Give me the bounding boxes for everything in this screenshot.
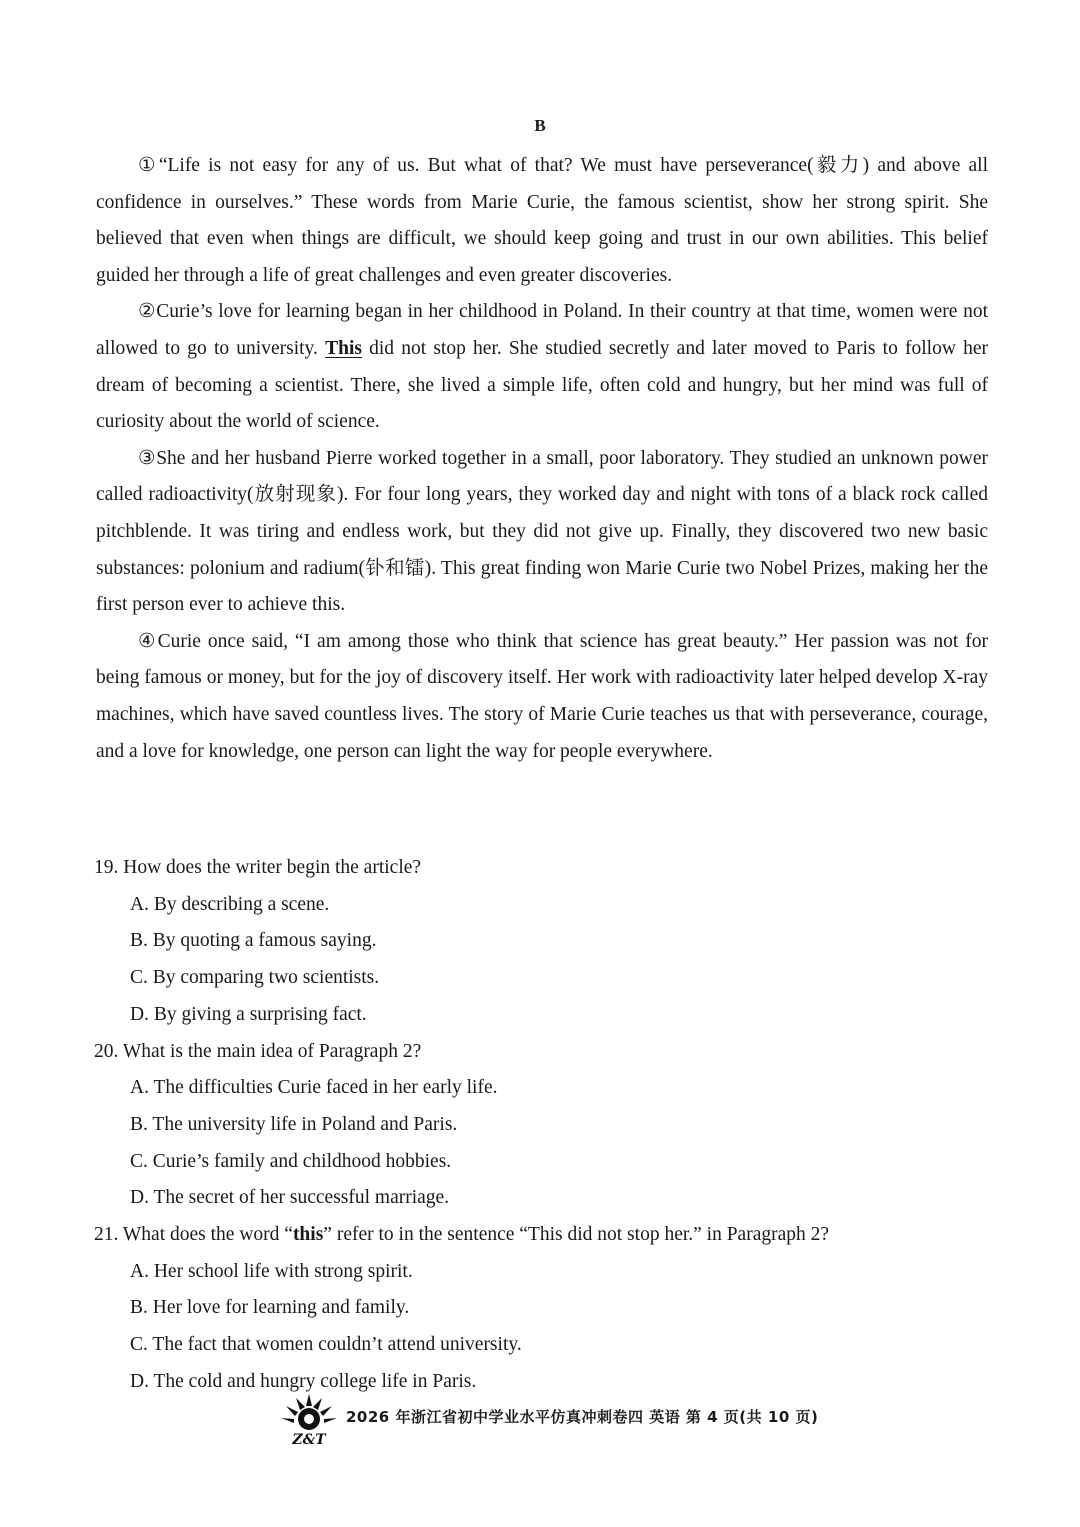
logo-text: Z&T	[292, 1432, 326, 1448]
option-c: C. By comparing two scientists.	[130, 967, 380, 989]
option-d: D. The cold and hungry college life in Paris.	[130, 1370, 477, 1392]
publisher-logo-icon	[278, 1392, 340, 1448]
option-a: A. The difficulties Curie faced in her early life.	[130, 1077, 498, 1099]
section-title: B	[534, 116, 546, 135]
reading-passage	[96, 148, 988, 770]
option-c: C. The fact that women couldn’t attend university.	[130, 1334, 522, 1356]
option-b: B. Her love for learning and family.	[130, 1297, 410, 1319]
question-20	[94, 1034, 988, 1218]
question-stem: 21. What does the word “this” refer to in the sentence “This did not stop her.” in Paragraph 2?	[94, 1224, 830, 1246]
option-d: D. The secret of her successful marriage.	[130, 1187, 450, 1209]
highlighted-word-this: This	[325, 337, 362, 359]
option-a: A. By describing a scene.	[130, 893, 330, 915]
bold-word-this: this	[292, 1224, 324, 1246]
question-21	[94, 1217, 988, 1401]
paragraph-1: ①“Life is not easy for any of us. But what of that? We must have perseverance(毅力) and above all confidence in ourselves.” These words from Marie Curie, the famous scientist, show her strong spirit. She believed that even when things are difficult, we should keep going and trust in our own abilities. This belief guided her through a life of great challenges and even greater discoveries.	[96, 155, 988, 286]
question-stem: 20. What is the main idea of Paragraph 2?	[94, 1040, 422, 1062]
option-a: A. Her school life with strong spirit.	[130, 1260, 413, 1282]
option-c: C. Curie’s family and childhood hobbies.	[130, 1150, 452, 1172]
option-d: D. By giving a surprising fact.	[130, 1003, 367, 1025]
paragraph-4: ④Curie once said, “I am among those who think that science has great beauty.” Her passion was not for being famous or money, but for the joy of discovery itself. Her work with radioactivity later helped develop X-ray machines, which have saved countless lives. The story of Marie Curie teaches us that with perseverance, courage, and a love for knowledge, one person can light the way for people everywhere.	[96, 630, 988, 762]
footer-page-info: 2026 年浙江省初中学业水平仿真冲刺卷四 英语 第 4 页(共 10 页)	[346, 1407, 819, 1426]
question-19	[94, 850, 988, 1034]
paragraph-3: ③She and her husband Pierre worked together in a small, poor laboratory. They studied an unknown power called radioactivity(放射现象). For four long years, they worked day and night with tons of a black rock called pitchblende. It was tiring and endless work, but they did not give up. Finally, they discovered two new basic substances: polonium and radium(钋和镭). This great finding won Marie Curie two Nobel Prizes, making her the first person ever to achieve this.	[96, 447, 988, 616]
question-list	[94, 850, 988, 1401]
paragraph-2: ②Curie’s love for learning began in her childhood in Poland. In their country at that time, women were not allowed to go to university. This did not stop her. She studied secretly and later moved to Paris to follow her dream of becoming a scientist. There, she lived a simple life, often cold and hungry, but her mind was full of curiosity about the world of science.	[96, 301, 988, 433]
page-footer	[278, 1392, 818, 1448]
question-stem: 19. How does the writer begin the article?	[94, 857, 422, 878]
option-b: B. The university life in Poland and Paris.	[130, 1113, 458, 1135]
option-b: B. By quoting a famous saying.	[130, 930, 377, 952]
